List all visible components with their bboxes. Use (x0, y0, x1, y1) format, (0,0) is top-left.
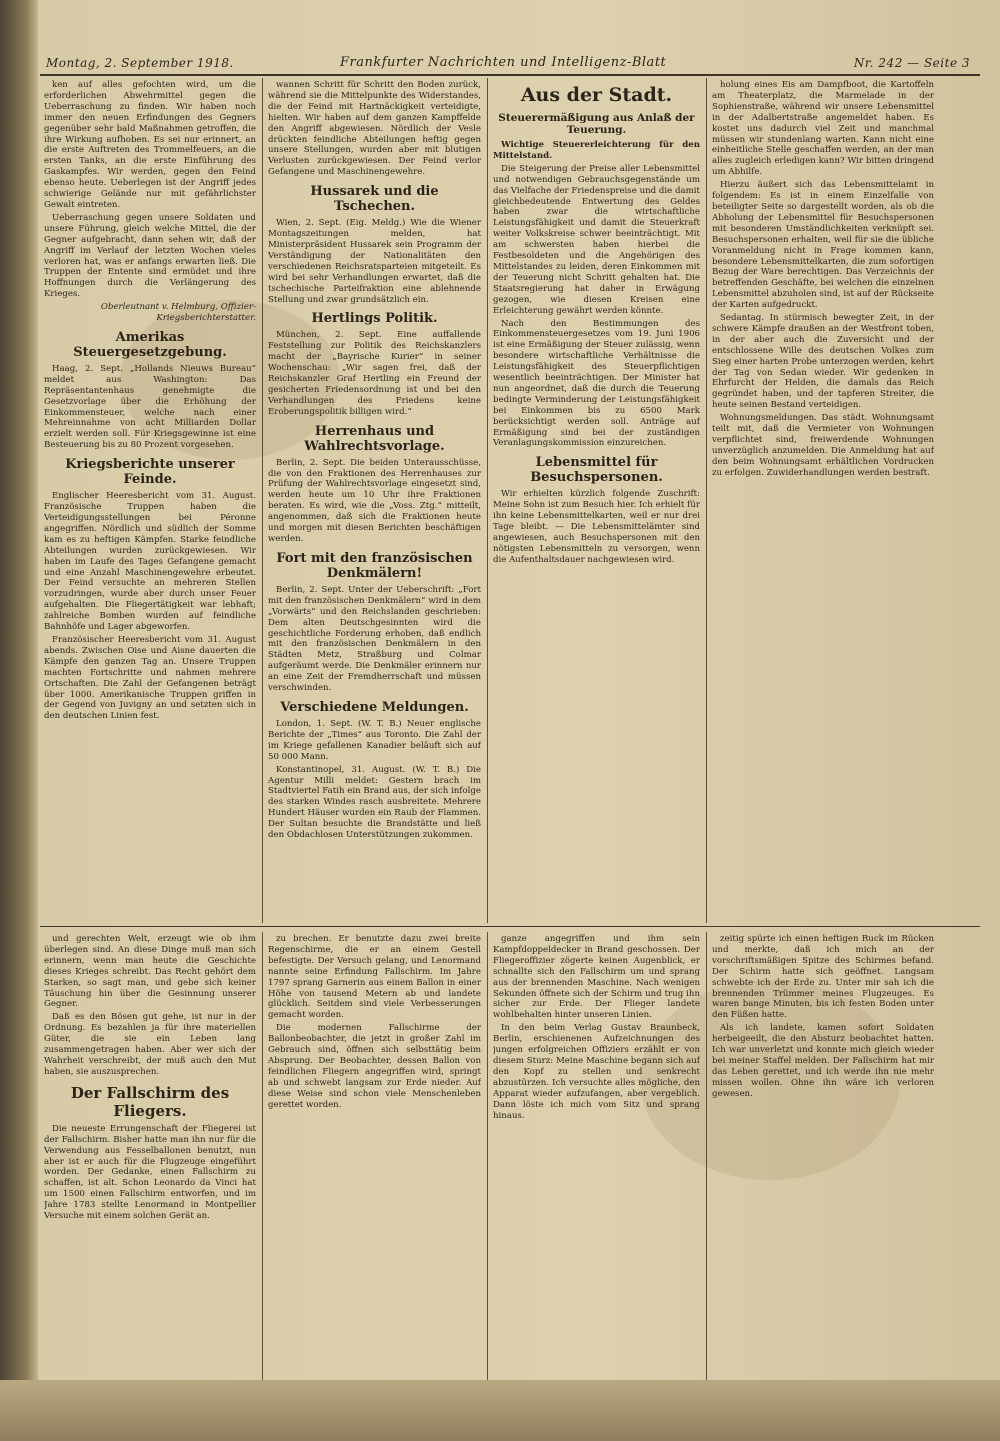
column-3 (493, 80, 700, 920)
page-binding (0, 0, 38, 1441)
column-4 (712, 80, 934, 920)
column-2 (268, 80, 481, 920)
column-rule (262, 78, 263, 923)
header-masthead: Frankfurter Nachrichten und Intelligenz-Blatt (340, 55, 667, 70)
article-text: ken auf alles gefochten wird, um die erforderlichen Abwehrmittel gegen die Ueberraschung zu finden. Wir haben noch immer den neuen Erfindungen des Gegners gegenüber sehr bald Maßnahmen getroffen, die ihre Wirkung aufhoben. Es sei nur erinnert, an die erste Auftreten des Trommelfeuers, an die ersten Tanks, an die erste Einführung des Gaskampfes. Wir werden, gegen den Feind ebenso heute. Ueberlegen ist der Angriff jedes schwierige Gelände nur mit gefährlichster Gewalt eintreten. (44, 80, 256, 210)
article-text: Englischer Heeresbericht vom 31. August. Französische Truppen haben die Verteidigungsstellungen bei Péronne angegriffen. Nördlich und südlich der Somme kam es zu heftigen Kämpfen. Starke feindliche Abteilungen wurden zurückgewiesen. Wir haben im Laufe des Tages Gefangene gemacht und eine Anzahl Maschinengewehre erbeutet. Der Feind versuchte an mehreren Stellen vorzudringen, wurde aber durch unser Feuer aufgehalten. Die Fliegertätigkeit war lebhaft; zahlreiche Bomben wurden auf feindliche Bahnhöfe und Lager abgeworfen. (44, 491, 256, 633)
section-heading: Aus der Stadt. (520, 84, 673, 106)
column-rule (487, 932, 488, 1380)
article-lead: Wichtige Steuererleichterung für den Mittelstand. (493, 140, 700, 161)
article-heading: Verschiedene Meldungen. (280, 699, 469, 715)
article-text: München, 2. Sept. Eine auffallende Feststellung zur Politik des Reichskanzlers macht der „Bayrische Kurier“ in seiner Wochenschau: „Wir sagen frei, daß der Reichskanzler Graf Hertling ein Freund der gesicherten Friedensordnung ist und bei den Verhandlungen des Friedens keine Eroberungspolitik billigen wird.“ (268, 330, 481, 417)
column-rule (262, 932, 263, 1380)
article-text: Berlin, 2. Sept. Die beiden Unterausschüsse, die von den Fraktionen des Herrenhauses zur Prüfung der Wahlrechtsvorlage eingesetzt sind, werden heute um 10 Uhr ihre Fraktionen beraten. Es wird, wie die „Voss. Ztg.“ mitteilt, angenommen, daß sich die Fraktionen heute und morgen mit diesen Berichten beschäftigen werden. (268, 457, 481, 544)
column-1 (44, 80, 256, 920)
article-text: Wir erhielten kürzlich folgende Zuschrift: Meine Sohn ist zum Besuch hier. Ich erhielt für ihn keine Lebensmittelkarten, weil er nur drei Tage bleibt. — Die Lebensmittelämter sind angewiesen, auch Besuchspersonen mit den nötigsten Lebensmitteln zu versorgen, wenn die Aufenthaltsdauer nachgewiesen wird. (493, 489, 700, 565)
article-heading: Der Fallschirm des Fliegers. (70, 1083, 230, 1120)
article-heading: Kriegsberichte unserer Feinde. (65, 457, 235, 488)
article-text: zu brechen. Er benutzte dazu zwei breite Regenschirme, die er an einem Gestell befestigte. Der Versuch gelang, und Lenormand nannte seine Erfindung Fallschirm. Im Jahre 1797 sprang Garnerin aus einem Ballon in einer Höhe von tausend Metern ab und landete glücklich. Seitdem sind viele Verbesserungen gemacht worden. (268, 934, 481, 1021)
page-header (40, 52, 980, 76)
article-text: In den beim Verlag Gustav Braunbeck, Berlin, erschienenen Aufzeichnungen des jungen erfolgreichen Offiziers erzählt er von diesem Sturz: Meine Maschine begann sich auf den Kopf zu stellen und senkrecht abzustürzen. Ich versuchte alles mögliche, den Apparat wieder aufzufangen, aber vergeblich. Dann löste ich mich vom Sitz und sprang hinaus. (493, 1023, 700, 1121)
page-bottom-edge (0, 1380, 1000, 1441)
section-rule (40, 926, 980, 927)
article-heading: Fort mit den französischen Denkmälern! (276, 550, 473, 581)
article-text: Die neueste Errungenschaft der Fliegerei ist der Fallschirm. Bisher hatte man ihn nur für die Verwendung aus Fesselballonen benutzt, nun aber ist er auch für die Flugzeuge eingeführt worden. Der Gedanke, einen Fallschirm zu schaffen, ist alt. Schon Leonardo da Vinci hat um 1500 einen Fallschirm entworfen, und im Jahre 1783 stellte Lenormand in Montpellier Versuche mit einem solchen Gerät an. (44, 1123, 256, 1222)
article-text: Hierzu äußert sich das Lebensmittelamt in folgendem: Es ist in einem Einzelfalle von beteiligter Seite so dargestellt worden, als ob die Abholung der Lebensmittel für Besuchspersonen mit besonderen Umständlichkeiten verknüpft sei. Besuchspersonen erhalten, weil für sie die übliche Voranmeldung nicht in Frage kommen kann, besondere Lebensmittelkarten, die zum sofortigen Bezug der Ware berechtigen. Das Verzeichnis der betreffenden Geschäfte, bei welchen die einzelnen Lebensmittel abzuholen sind, ist auf der Rückseite der Karten aufgedruckt. (712, 180, 934, 311)
article-heading: Hertlings Politik. (311, 311, 438, 327)
article-text: Wien, 2. Sept. (Eig. Meldg.) Wie die Wiener Montagszeitungen melden, hat Ministerpräsident Hussarek sein Programm der Verständigung der Nationalitäten den verschiedenen Reichsratsparteien mitgeteilt. Es wird bei sehr Verhandlungen erwartet, daß die tschechische Parteifraktion eine ablehnende Stellung und zwar grundsätzlich ein. (268, 218, 481, 305)
article-text: Die modernen Fallschirme der Ballonbeobachter, die jetzt in großer Zahl im Gebrauch sind, öffnen sich selbsttätig beim Absprung. Der Beobachter, dessen Ballon von feindlichen Fliegern angegriffen wird, springt ab und schwebt langsam zur Erde nieder. Auf diese Weise sind schon viele Menschenleben gerettet worden. (268, 1023, 481, 1110)
article-text: Daß es den Bösen gut gehe, ist nur in der Ordnung. Es bezahlen ja für ihre materiellen Güter, die sie ein Leben lang zusammengetragen haben. Aber wer sich der Wahrheit verschreibt, der muß auch den Mut haben, sie auszusprechen. (44, 1012, 256, 1077)
article-text: Französischer Heeresbericht vom 31. August abends. Zwischen Oise und Aisne dauerten die Kämpfe den ganzen Tag an. Unsere Truppen machten Fortschritte und nahmen mehrere Ortschaften. Die Zahl der Gefangenen beträgt über 1000. Amerikanische Truppen griffen in der Gegend von Juvigny an und setzten sich in den deutschen Linien fest. (44, 634, 256, 722)
column-rule (487, 78, 488, 923)
header-page-number: Nr. 242 — Seite 3 (853, 56, 970, 70)
article-text: zeitig spürte ich einen heftigen Ruck im Rücken und merkte, daß ich mich an der vorschriftsmäßigen Spitze des Schirmes befand. Der Schirm hatte sich geöffnet. Langsam schwebte ich der Erde zu. Unter mir sah ich die brennenden Trümmer meines Flugzeuges. Es waren bange Minuten, bis ich festen Boden unter den Füßen hatte. (712, 934, 934, 1021)
feuilleton-column-3 (493, 934, 700, 1379)
article-text: ganze angegriffen und ihm sein Kampfdoppeldecker in Brand geschossen. Der Fliegeroffizier zögerte keinen Augenblick, er schnallte sich den Fallschirm um und sprang aus der brennenden Maschine. Nach wenigen Sekunden öffnete sich der Schirm und trug ihn sicher zur Erde. Der Flieger landete wohlbehalten hinter unseren Linien. (493, 934, 700, 1021)
article-text: Die Steigerung der Preise aller Lebensmittel und notwendigen Gebrauchsgegenstände um das Vielfache der Friedenspreise und die damit gleichbedeutende Entwertung des Geldes haben zwar die wirtschaftliche Leistungsfähigkeit und damit die Steuerkraft weiter Volkskreise schwer beeinträchtigt. Mit am schwersten haben hierbei die Festbesoldeten und die Angehörigen des Mittelstandes zu leiden, deren Einkommen mit der Teuerung nicht Schritt gehalten hat. Die Staatsregierung hat daher in Erwägung gezogen, wie diesen Kreisen eine Erleichterung gewährt werden könnte. (493, 163, 700, 316)
article-text: Konstantinopel, 31. August. (W. T. B.) Die Agentur Milli meldet: Gestern brach im Stadtviertel Fatih ein Brand aus, der sich infolge des starken Windes rasch ausbreitete. Mehrere Hundert Häuser wurden ein Raub der Flammen. Der Sultan besuchte die Brandstätte und ließ den Obdachlosen Unterstützungen zukommen. (268, 764, 481, 841)
header-date: Montag, 2. September 1918. (46, 56, 234, 70)
article-text: Sedantag. In stürmisch bewegter Zeit, in der schwere Kämpfe draußen an der Westfront toben, in der aber auch die Zuversicht und der entschlossene Wille des deutschen Volkes zum Sieg einer harten Probe unterzogen werden, kehrt der Tag von Sedan wieder. Wir gedenken in Ehrfurcht der Helden, die damals das Reich gegründet haben, und der tapferen Streiter, die heute seinen Bestand verteidigen. (712, 313, 934, 411)
article-heading: Steuerermäßigung aus Anlaß der Teuerung. (498, 112, 695, 136)
article-text: Haag, 2. Sept. „Hollands Nieuws Bureau“ meldet aus Washington: Das Repräsentantenhaus genehmigte die Gesetzvorlage über die Erhöhung der Einkommensteuer, welche nach einer Mehreinnahme von acht Milliarden Dollar erzielt werden soll. Für Kriegsgewinne ist eine Besteuerung bis zu 80 Prozent vorgesehen. (44, 363, 256, 451)
article-text: und gerechten Welt, erzeugt wie ob ihm überlegen sind. An diese Dinge muß man sich erinnern, wenn man heute die Geschichte dieses Krieges schreibt. Das Recht gehört dem Starken, so sagt man, und gebe sich keiner Täuschung hin über die Gesinnung unserer Gegner. (44, 934, 256, 1010)
article-heading: Lebensmittel für Besuchspersonen. (530, 455, 663, 486)
article-text: holung eines Eis am Dampfboot, die Kartoffeln am Theaterplatz, die Marmelade in der Sophienstraße, während wir unsere Lebensmittel in der Adalbertstraße angemeldet haben. Es kostet uns dadurch viel Zeit und manchmal müssen wir stundenlang warten. Kann nicht eine einheitliche Stelle geschaffen werden, an der man alles zugleich erledigen kann? Wir bitten dringend um Abhilfe. (712, 80, 934, 178)
article-text: Als ich landete, kamen sofort Soldaten herbeigeeilt, die den Absturz beobachtet hatten. Ich war unverletzt und konnte mich gleich wieder bei meiner Staffel melden. Der Fallschirm hat mir das Leben gerettet, und ich werde ihn nie mehr missen wollen. Ohne ihn wäre ich verloren gewesen. (712, 1023, 934, 1099)
article-text: London, 1. Sept. (W. T. B.) Neuer englische Berichte der „Times“ aus Toronto. Die Zahl der im Kriege gefallenen Kanadier beläuft sich auf 50 000 Mann. (268, 718, 481, 762)
article-heading: Herrenhaus und Wahlrechtsvorlage. (304, 423, 445, 454)
article-text: Wohnungsmeldungen. Das städt. Wohnungsamt teilt mit, daß die Vermieter von Wohnungen verpflichtet sind, freiwerdende Wohnungen unverzüglich anzumelden. Die Anmeldung hat auf den beim Wohnungsamt erhältlichen Vordrucken zu erfolgen. Zuwiderhandlungen werden bestraft. (712, 413, 934, 478)
article-heading: Amerikas Steuergesetzgebung. (73, 329, 227, 360)
article-heading: Hussarek und die Tschechen. (310, 184, 439, 215)
article-text: Berlin, 2. Sept. Unter der Ueberschrift: „Fort mit den französischen Denkmälern“ wird in dem „Vorwärts“ und den Reichslanden geschrieben: Dem alten Deutschgesinnten wird die geschichtliche Forderung erhoben, daß endlich mit den französischen Denkmälern in den Städten Metz, Straßburg und Colmar aufgeräumt werde. Die Denkmäler erinnern nur an eine Zeit der Fremdherrschaft und müssen verschwinden. (268, 584, 481, 694)
feuilleton-column-2 (268, 934, 481, 1379)
column-rule (706, 932, 707, 1380)
article-text: wannen Schritt für Schritt den Boden zurück, während sie die Mittelpunkte des Widerstandes, die der Feind mit Hartnäckigkeit verteidigte, hielten. Wir haben auf dem ganzen Kampffelde den Angriff abgewiesen. Nördlich der Vesle drückten feindliche Abteilungen heftig gegen unsere Stellungen, wurden aber mit blutigen Verlusten zurückgewiesen. Der Feind verlor Gefangene und Maschinengewehre. (268, 80, 481, 178)
column-rule (706, 78, 707, 923)
article-text: Ueberraschung gegen unsere Soldaten und unsere Führung, gleich welche Mittel, die der Gegner aufgebracht, dann sehen wir, daß der Angriff im Verlauf der letzten Wochen vieles verloren hat, was er anfangs erwarten ließ. Die Truppen der Entente sind ermüdet und ihre Hoffnungen durch die Verlängerung des Krieges. (44, 212, 256, 300)
article-text: Nach den Bestimmungen des Einkommensteuergesetzes vom 19. Juni 1906 ist eine Ermäßigung der Steuer zulässig, wenn besondere wirtschaftliche Verhältnisse die Leistungsfähigkeit des Steuerpflichtigen wesentlich beeinträchtigen. Der Minister hat nun angeordnet, daß die durch die Teuerung bedingte Verminderung der Leistungsfähigkeit bei Einkommen bis zu 6500 Mark berücksichtigt werden soll. Anträge auf Ermäßigung sind bei der zuständigen Veranlagungskommission einzureichen. (493, 318, 700, 449)
feuilleton-column-4 (712, 934, 934, 1379)
feuilleton-column-1 (44, 934, 256, 1379)
article-signature: Oberleutnant v. Helmburg, Offizier-Kriegsberichterstatter. (100, 302, 256, 324)
